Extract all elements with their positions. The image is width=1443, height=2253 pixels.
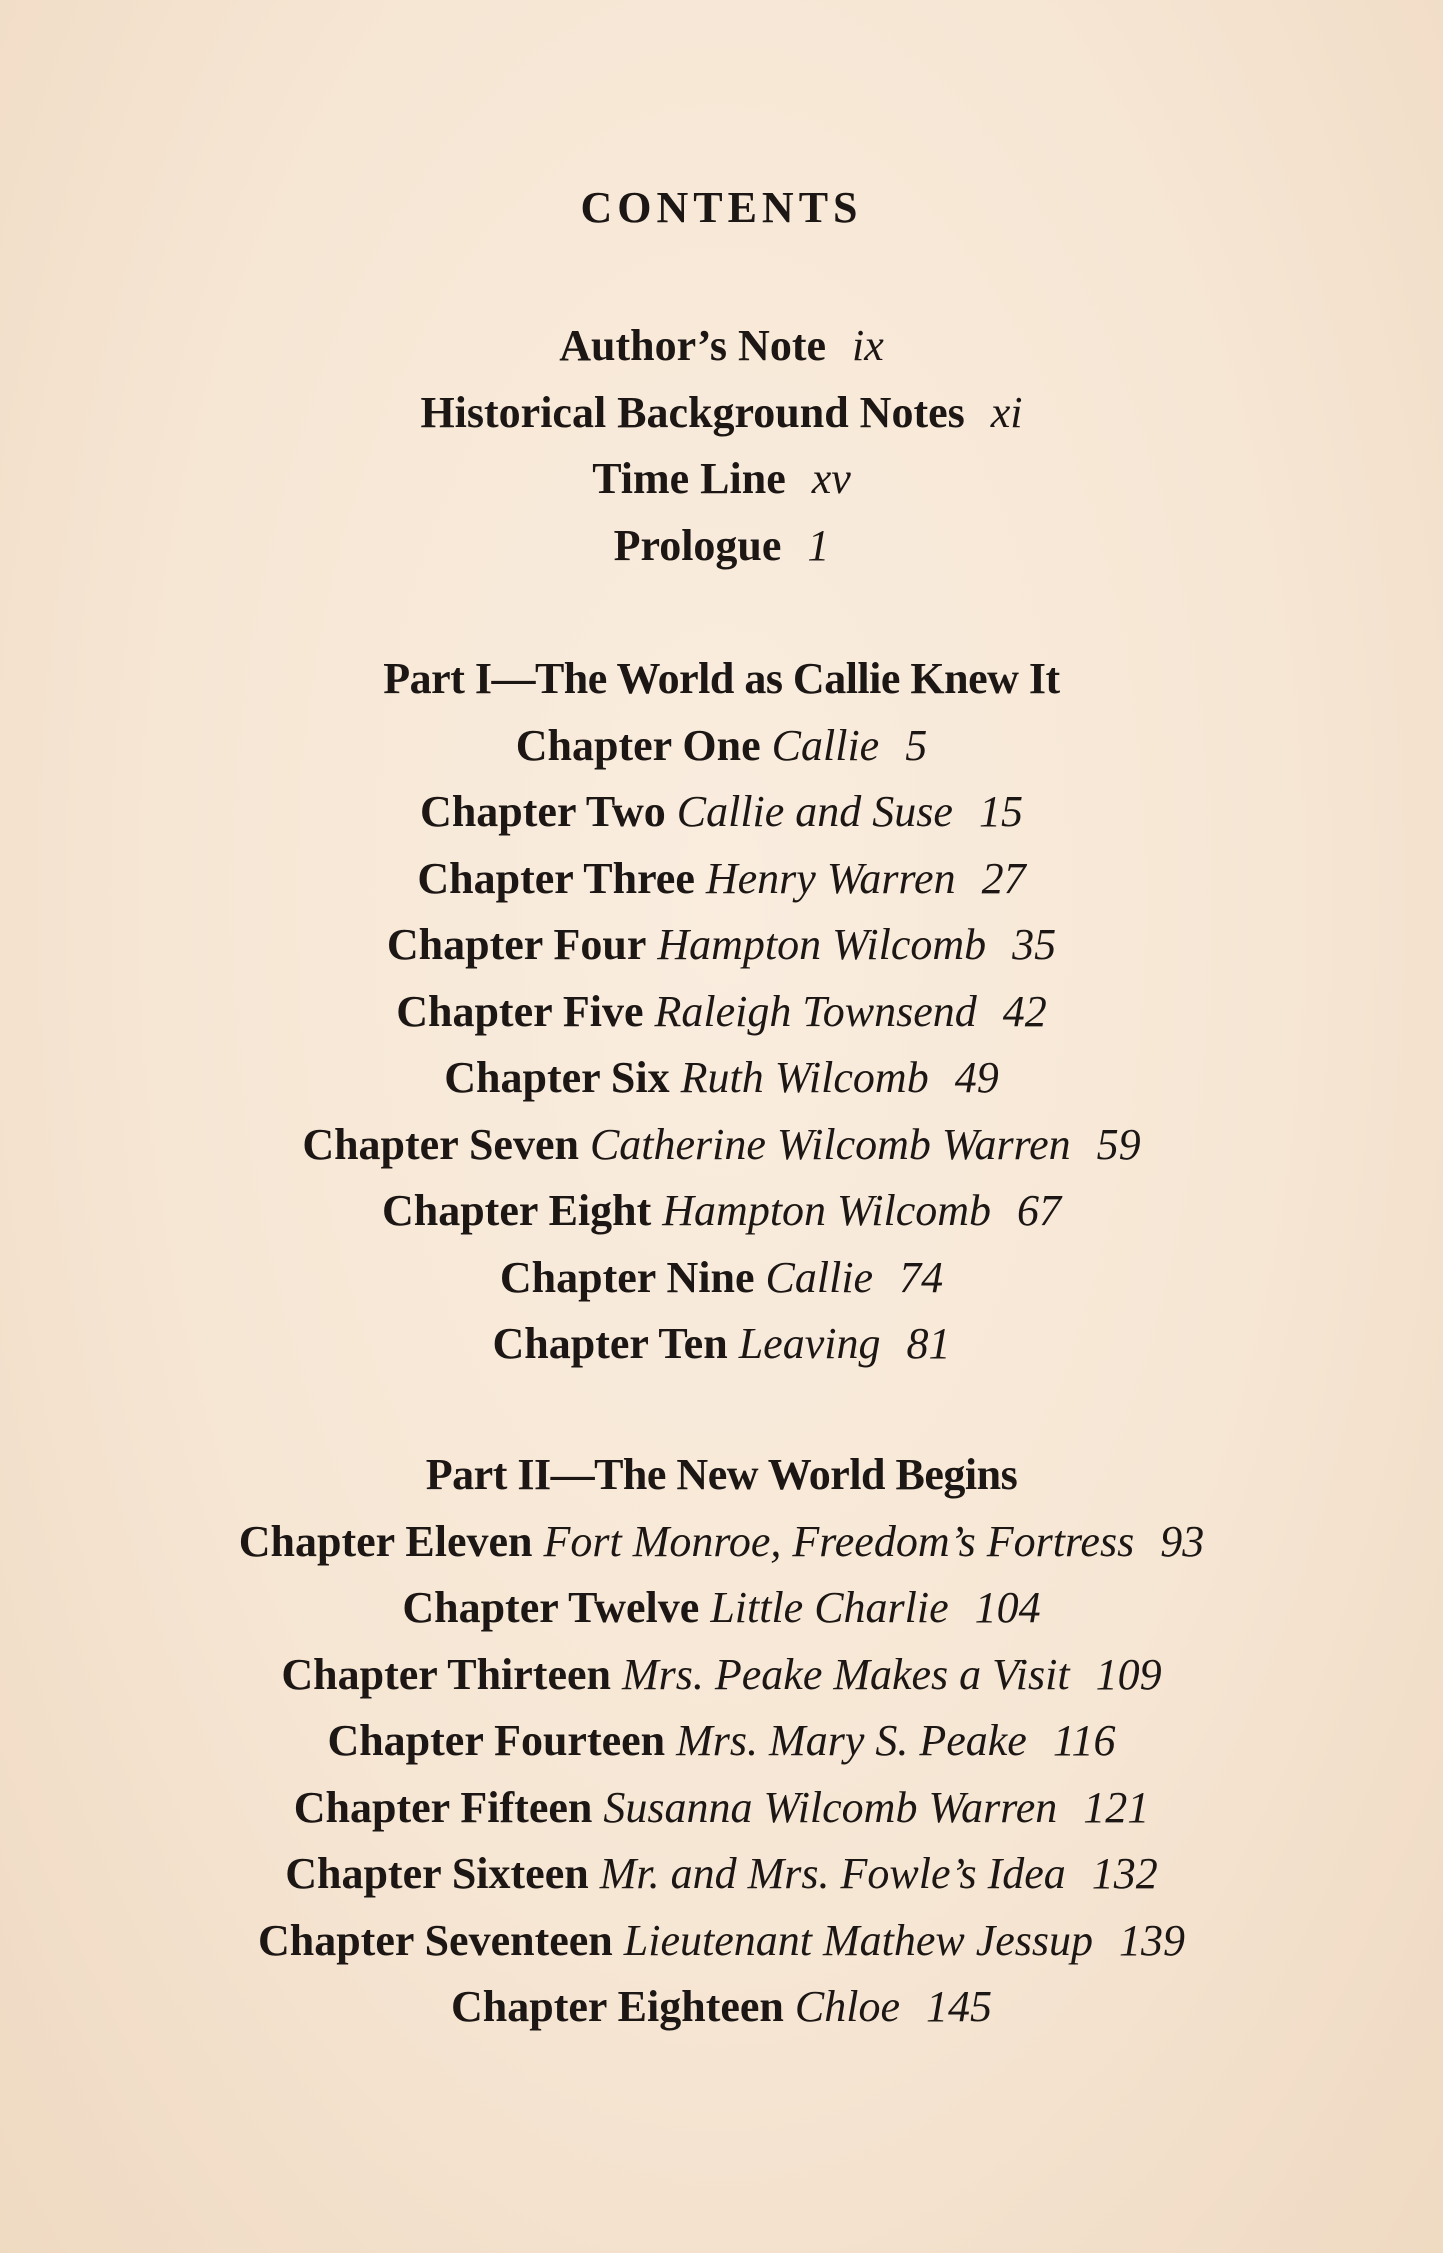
- chapter-label: Chapter Eleven: [238, 1516, 533, 1566]
- entry-title: Author’s Note: [559, 321, 827, 370]
- toc-entry: [0, 313, 1443, 380]
- chapter-label: Chapter Five: [396, 986, 644, 1036]
- chapter-label: Chapter Nine: [499, 1252, 755, 1302]
- chapter-page: 5: [905, 720, 928, 770]
- chapter-page: 109: [1095, 1649, 1162, 1699]
- entry-page: xv: [811, 454, 851, 503]
- chapter-entry: [0, 1245, 1443, 1312]
- chapter-label: Chapter Four: [386, 920, 647, 969]
- chapter-name: Mrs. Peake Makes a Visit: [621, 1649, 1070, 1699]
- chapter-entry: [0, 779, 1443, 846]
- chapter-page: 116: [1052, 1716, 1116, 1765]
- chapter-name: Lieutenant Mathew Jessup: [623, 1915, 1094, 1965]
- chapter-entry: [0, 1642, 1443, 1709]
- chapter-page: 49: [954, 1053, 999, 1102]
- chapter-name: Callie: [765, 1252, 874, 1302]
- chapter-label: Chapter Seven: [302, 1119, 579, 1169]
- chapter-label: Chapter Two: [420, 787, 666, 836]
- chapter-page: 74: [899, 1252, 944, 1302]
- entry-page: xi: [990, 387, 1023, 437]
- chapter-entry: [0, 1045, 1443, 1112]
- entry-page: ix: [852, 321, 884, 370]
- chapter-page: 81: [906, 1319, 951, 1368]
- entry-title: Historical Background Notes: [420, 387, 965, 437]
- chapter-label: Chapter Seventeen: [257, 1915, 613, 1965]
- chapter-page: 15: [978, 787, 1023, 836]
- chapter-entry: [0, 1575, 1443, 1642]
- chapter-name: Ruth Wilcomb: [680, 1053, 929, 1102]
- part-one-section: [0, 646, 1443, 1378]
- chapter-page: 35: [1012, 920, 1057, 969]
- chapter-name: Mrs. Mary S. Peake: [676, 1716, 1027, 1765]
- toc-entry: [0, 513, 1443, 580]
- chapter-entry: [0, 713, 1443, 780]
- chapter-label: Chapter Eighteen: [451, 1982, 784, 2031]
- chapter-name: Raleigh Townsend: [654, 986, 977, 1036]
- chapter-label: Chapter One: [515, 720, 761, 770]
- chapter-label: Chapter Fifteen: [293, 1782, 593, 1832]
- chapter-entry: [0, 1974, 1443, 2041]
- chapter-name: Callie: [771, 720, 880, 770]
- chapter-label: Chapter Sixteen: [285, 1849, 589, 1898]
- chapter-page: 139: [1119, 1915, 1186, 1965]
- chapter-page: 104: [974, 1583, 1041, 1632]
- chapter-page: 59: [1096, 1119, 1141, 1169]
- chapter-label: Chapter Thirteen: [281, 1649, 611, 1699]
- chapter-name: Chloe: [794, 1982, 900, 2031]
- chapter-name: Little Charlie: [710, 1583, 949, 1632]
- chapter-page: 145: [925, 1982, 992, 2031]
- chapter-name: Henry Warren: [705, 853, 956, 903]
- chapter-entry: [0, 1775, 1443, 1842]
- chapter-label: Chapter Three: [417, 853, 695, 903]
- chapter-entry: [0, 1708, 1443, 1775]
- contents-heading: CONTENTS: [580, 183, 863, 232]
- chapter-entry: [0, 1311, 1443, 1378]
- entry-title: Time Line: [592, 454, 786, 503]
- chapter-name: Leaving: [738, 1319, 881, 1368]
- chapter-label: Chapter Twelve: [402, 1583, 700, 1632]
- chapter-entry: [0, 1112, 1443, 1179]
- chapter-entry: [0, 1908, 1443, 1975]
- toc-entry: [0, 380, 1443, 447]
- chapter-page: 67: [1017, 1186, 1062, 1235]
- chapter-entry: [0, 1509, 1443, 1576]
- chapter-label: Chapter Eight: [381, 1186, 652, 1235]
- chapter-entry: [0, 979, 1443, 1046]
- part-two-section: [0, 1442, 1443, 2041]
- chapter-entry: [0, 846, 1443, 913]
- part-title: Part I—The World as Callie Knew It: [383, 654, 1060, 703]
- chapter-page: 27: [981, 853, 1026, 903]
- chapter-name: Fort Monroe, Freedom’s Fortress: [543, 1516, 1135, 1566]
- part-title: Part II—The New World Begins: [425, 1450, 1018, 1499]
- chapter-name: Hampton Wilcomb: [657, 920, 987, 969]
- chapter-name: Callie and Suse: [676, 787, 953, 836]
- entry-page: 1: [807, 520, 830, 570]
- chapter-entry: [0, 912, 1443, 979]
- chapter-entry: [0, 1178, 1443, 1245]
- chapter-label: Chapter Six: [444, 1053, 670, 1102]
- chapter-page: 42: [1002, 986, 1047, 1036]
- chapter-entry: [0, 1841, 1443, 1908]
- chapter-page: 121: [1083, 1782, 1150, 1832]
- chapter-label: Chapter Ten: [492, 1319, 728, 1368]
- front-matter-list: [0, 313, 1443, 579]
- chapter-name: Susanna Wilcomb Warren: [603, 1782, 1058, 1832]
- toc-entry: [0, 446, 1443, 513]
- chapter-name: Mr. and Mrs. Fowle’s Idea: [599, 1849, 1066, 1898]
- chapter-page: 93: [1160, 1516, 1205, 1566]
- chapter-name: Hampton Wilcomb: [662, 1186, 992, 1235]
- chapter-label: Chapter Fourteen: [327, 1716, 666, 1765]
- chapter-name: Catherine Wilcomb Warren: [589, 1119, 1071, 1169]
- chapter-page: 132: [1091, 1849, 1158, 1898]
- entry-title: Prologue: [613, 520, 782, 570]
